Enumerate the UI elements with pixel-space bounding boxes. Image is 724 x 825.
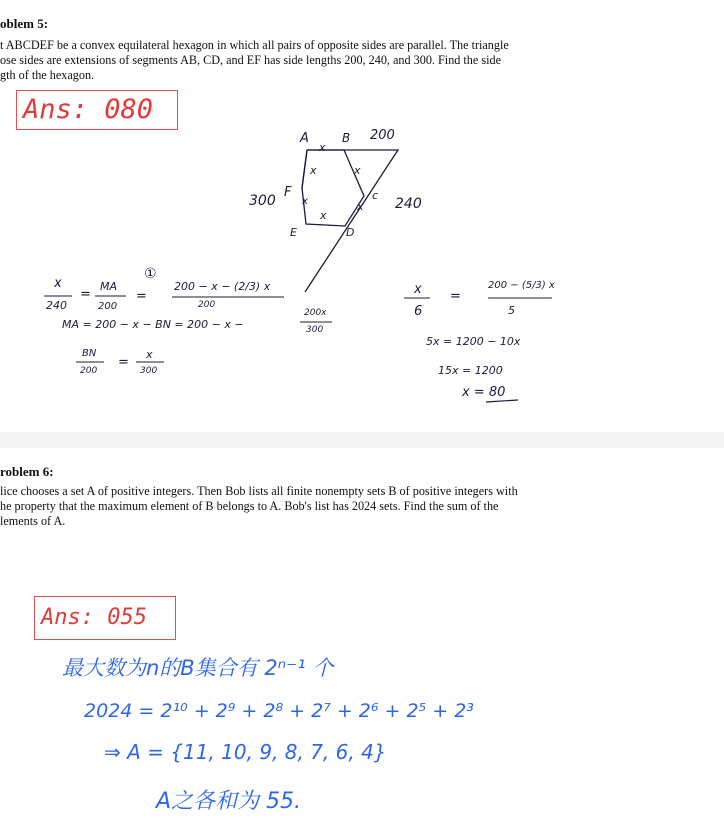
work-eq-7: =: [450, 289, 461, 304]
figure-label-c: c: [372, 189, 379, 202]
figure-x-mark-2: x: [310, 164, 317, 177]
work-line-2: MA = 200 − x − BN = 200 − x −: [62, 318, 244, 331]
work-step-2: 15x = 1200: [438, 364, 503, 377]
work-f4-den: 300: [306, 325, 324, 335]
work-f6-den: 300: [140, 366, 158, 376]
problem-6-line-2: he property that the maximum element of B belongs to A. Bob's list has 2024 sets. Find the sum of the: [0, 499, 499, 513]
problem-6-answer-box: Ans: 055: [34, 596, 176, 640]
p6-work-line-4: A之各和为 55.: [156, 789, 302, 814]
problem-6-line-1: lice chooses a set A of positive integers. Then Bob lists all finite nonempty sets B of positive integers with: [0, 484, 518, 498]
figure-side-right: 240: [395, 196, 422, 212]
figure-x-mark-1: x: [319, 141, 326, 154]
work-f7-num: x: [414, 282, 422, 297]
work-f7-den: 6: [414, 304, 423, 319]
problem-6-statement: [0, 484, 724, 529]
work-f3-den: 200: [198, 300, 216, 310]
problem-6-page: [0, 448, 724, 825]
figure-side-top: 200: [370, 128, 395, 143]
work-f8-num: 200 − (5/3) x: [488, 280, 555, 291]
p6-work-line-2: 2024 = 2¹⁰ + 2⁹ + 2⁸ + 2⁷ + 2⁶ + 2⁵ + 2³: [84, 700, 474, 722]
figure-label-f: F: [284, 185, 292, 200]
p6-work-line-1: 最大数为n的B集合有 2ⁿ⁻¹ 个: [62, 656, 334, 680]
work-f8-den: 5: [508, 304, 515, 317]
problem-5-title: oblem 5:: [0, 16, 49, 31]
work-f4-num: 200x: [304, 308, 327, 318]
work-eq-5: =: [118, 355, 129, 370]
work-step-1: 5x = 1200 − 10x: [426, 335, 521, 348]
work-f2-num: MA: [100, 280, 118, 293]
figure-x-mark-3: x: [354, 164, 361, 177]
figure-label-d: D: [346, 226, 355, 239]
problem-6-title: roblem 6:: [0, 464, 54, 479]
problem-5-line-1: t ABCDEF be a convex equilateral hexagon in which all pairs of opposite sides are parallel. The triangle: [0, 38, 509, 52]
figure-side-left: 300: [249, 193, 276, 209]
work-f2-den: 200: [98, 301, 118, 312]
figure-label-a: A: [300, 131, 309, 146]
work-f6-num: x: [146, 348, 153, 361]
figure-x-mark-4: x: [302, 196, 308, 207]
work-f1-den: 240: [46, 299, 67, 312]
problem-5-answer-box: Ans: 080: [16, 90, 178, 130]
problem-5-line-2: ose sides are extensions of segments AB, CD, and EF has side lengths 200, 240, and 300. Find the side: [0, 53, 501, 67]
work-step-3: x = 80: [462, 385, 506, 400]
work-f3-num: 200 − x − (2/3) x: [174, 280, 271, 293]
work-circled-1: ①: [144, 266, 157, 282]
figure-x-mark-5: x: [357, 200, 364, 213]
work-eq-2: =: [136, 289, 147, 304]
page-separator: [0, 432, 724, 448]
work-eq-1: =: [80, 287, 91, 302]
work-f5-num: BN: [82, 348, 97, 359]
figure-x-mark-6: x: [320, 209, 327, 222]
p6-work-line-3: ⇒ A = {11, 10, 9, 8, 7, 6, 4}: [104, 740, 387, 764]
problem-5-line-3: gth of the hexagon.: [0, 68, 95, 82]
figure-label-b: B: [342, 131, 351, 145]
work-f1-num: x: [54, 276, 62, 291]
problem-6-line-3: lements of A.: [0, 514, 66, 528]
work-f5-den: 200: [80, 366, 98, 376]
figure-label-e: E: [290, 226, 297, 239]
